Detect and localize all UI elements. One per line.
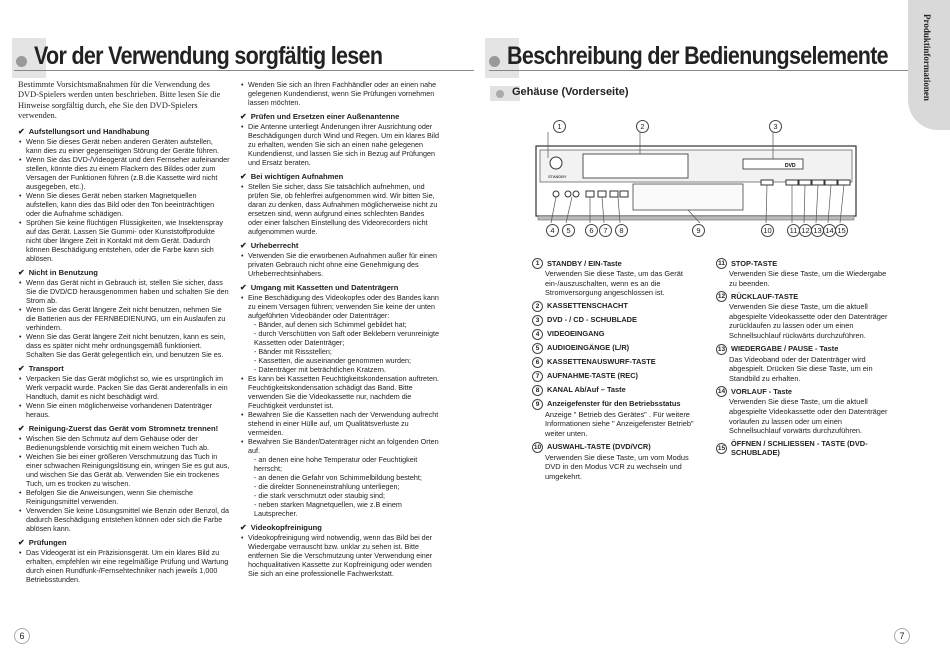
right-desc-column-1 (532, 258, 702, 484)
checkmark-icon: ✔ (18, 364, 25, 373)
callout-number: 10 (761, 224, 774, 237)
callout-number: 13 (811, 224, 824, 237)
side-tab-label: Produktinformationen (922, 14, 932, 101)
section-heading: ✔ Urheberrecht (240, 241, 299, 250)
list-item: - Bänder mit Rissstellen; (254, 347, 332, 356)
section (240, 172, 440, 236)
side-tab (908, 0, 950, 130)
section-heading: ✔ Prüfungen (18, 538, 67, 547)
section-heading: ✔ Videokopfreinigung (240, 523, 322, 532)
section-heading: ✔ Umgang mit Kassetten und Datenträgern (240, 283, 399, 292)
section (18, 364, 230, 419)
callout-number: 3 (532, 315, 543, 326)
list-item: - neben starken Magnetquellen, wie z.B einem Lautsprecher. (254, 500, 402, 518)
forward-button-icon (825, 180, 837, 185)
list-item: - an denen eine hohe Temperatur oder Feuchtigkeit herrscht; (254, 455, 418, 473)
control-text: Das Videoband oder der Datenträger wird abgespielt. Drücken Sie diese Taste, um ein Standbild zu erhalten. (729, 354, 873, 383)
callout-number: 9 (692, 224, 705, 237)
page-number-right: 7 (894, 628, 910, 644)
control-title: KASSETTENSCHACHT (547, 301, 628, 311)
control-title: RÜCKLAUF-TASTE (731, 291, 799, 301)
list-item: • Videokopfreinigung wird notwendig, wenn das Bild bei der Wiedergabe verrauscht bzw. unklar zu sehen ist. Bitte entfernen Sie die Verschmutzung unter Verwendung einer hochqualitativen Kassette zur Kopfreinigung oder wenden Sie sich an eine professionelle Fachwerkstatt. (240, 533, 440, 578)
list-item: - Bänder, auf denen sich Schimmel gebildet hat; (254, 320, 407, 329)
callout-number: 14 (823, 224, 836, 237)
control-title: STANDBY / EIN-Taste (547, 258, 622, 268)
callout-number: 7 (599, 224, 612, 237)
list-item: • Die Antenne unterliegt Änderungen ihrer Ausrichtung oder Beschädigungen durch Wind und Regen. Um ein klares Bild zu erhalten, wenden Sie sich an einen nahe gelegenen Kundendienst, und lassen Sie sich in Bezug auf Prüfungen und Ersatz beraten. (240, 122, 440, 167)
control-text: Verwenden Sie diese Taste, um die Wiedergabe zu beenden. (729, 269, 887, 288)
dvd-logo: DVD (785, 163, 796, 169)
list-item: • Das Videogerät ist ein Präzisionsgerät. Um ein klares Bild zu erhalten, empfehlen wir eine regelmäßige Prüfung und Wartung durch einen Rundfunk-/Fernsehtechniker nach jeweils 1,000 Betriebsstunden. (18, 548, 230, 584)
list-item: - durch Verschütten von Saft oder Beklebern verunreinigte Kassetten oder Datenträger; (254, 329, 439, 347)
callout-number: 15 (835, 224, 848, 237)
callout-number: 5 (562, 224, 575, 237)
control-description (532, 329, 702, 340)
intro-text: Bestimmte Vorsichtsmaßnahmen für die Verwendung des DVD-Spielers werden unten beschrieben. Bitte lesen Sie die Hinweise sorgfältig durch, ehe Sie den DVD-Spielers verwenden. (18, 80, 221, 121)
subheader (490, 86, 629, 98)
callout-number: 5 (532, 343, 543, 354)
control-title: AUFNAHME-TASTE (REC) (547, 371, 639, 381)
list-item: - Datenträger mit beträchtlichen Kratzern. (254, 365, 386, 374)
callout-number: 11 (787, 224, 800, 237)
bullet-dot-icon (489, 56, 500, 67)
stop-button-icon (786, 180, 798, 185)
list-item: • Befolgen Sie die Anweisungen, wenn Sie chemische Reinigungsmittel verwenden. (18, 488, 230, 506)
control-text: Verwenden Sie diese Taste, um die aktuell abgespielte Videokassette oder den Datenträger vorlaufen zu lassen oder um einen Schnellsuchlauf vorwärts durchzuführen. (729, 397, 888, 436)
cassette-slot-icon (583, 154, 688, 178)
callout-number: 6 (585, 224, 598, 237)
right-page-title: Beschreibung der Bedienungselemente (507, 42, 888, 70)
left-header (12, 42, 439, 71)
list-item: - die stark verschmutzt oder staubig sind; (254, 491, 386, 500)
checkmark-icon: ✔ (18, 268, 25, 277)
callout-number: 15 (717, 444, 726, 452)
control-title: VIDEOEINGANG (547, 329, 605, 339)
checkmark-icon: ✔ (18, 127, 25, 136)
rec-button-icon (598, 191, 606, 197)
control-description (532, 385, 702, 396)
callout-number: 4 (546, 224, 559, 237)
callout-number: 13 (717, 345, 726, 353)
section-heading: ✔ Aufstellungsort und Handhabung (18, 127, 150, 136)
title-rule (489, 70, 929, 71)
channel-button-icon (620, 191, 628, 197)
control-description (532, 442, 702, 482)
left-page-title: Vor der Verwendung sorgfältig lesen (34, 42, 383, 70)
callout-number: 9 (532, 399, 543, 410)
list-item: • Verpacken Sie das Gerät möglichst so, wie es ursprünglich im Werk verpackt wurde. Packen Sie das Gerät anderenfalls in ein Handtuch, damit es nicht beschädigt wird. (18, 374, 230, 401)
control-title: Anzeigefenster für den Betriebsstatus (547, 399, 681, 409)
open-close-button-icon (838, 180, 850, 185)
control-description (532, 357, 702, 368)
control-title: KASSETTENAUSWURF-TASTE (547, 357, 656, 367)
section (240, 241, 440, 278)
section-heading: ✔ Nicht in Benutzung (18, 268, 98, 277)
subheader-title: Gehäuse (Vorderseite) (512, 86, 629, 98)
checkmark-icon: ✔ (240, 283, 247, 292)
list-item: • Wenn Sie dieses Gerät neben anderen Geräten aufstellen, kann dies zu einer gegenseitigen Störung der Geräte führen. (18, 137, 230, 155)
standby-button-icon (550, 157, 562, 169)
control-title: VORLAUF - Taste (731, 387, 793, 397)
video-in-jack-icon (553, 191, 559, 197)
control-description (532, 371, 702, 382)
page-number-left: 6 (14, 628, 30, 644)
list-item: • Wenn Sie das DVD-/Videogerät und den Fernseher aufeinander stellen, könnte dies zu einem Flackern des Bildes oder zum Versagen der Funktionen führen (z.B.die Kassette wird nicht ausgegeben, etc.). (18, 155, 230, 191)
control-title: DVD - / CD - SCHUBLADE (547, 315, 637, 325)
callout-number: 2 (636, 120, 649, 133)
checkmark-icon: ✔ (18, 538, 25, 547)
list-item: • Weichen Sie bei einer größeren Verschmutzung das Tuch in einer schwachen Reinigungslösung ein, wringen Sie es gut aus, und wischen Sie das Gerät ab. Verwenden Sie ein trockenes Tuch, um es trocken zu wischen. (18, 452, 230, 488)
control-title: KANAL Ab/Auf – Taste (547, 385, 626, 395)
right-header (485, 42, 950, 71)
callout-number: 10 (533, 443, 542, 451)
control-description (716, 258, 894, 288)
list-item: - die direkter Sonneneinstrahlung unterliegen; (254, 482, 400, 491)
control-description (716, 344, 894, 384)
callout-number: 8 (615, 224, 628, 237)
list-item: - Kassetten, die auseinander genommen wurden; (254, 356, 412, 365)
select-button-icon (761, 180, 773, 185)
callout-number: 11 (716, 258, 727, 269)
control-text: Verwenden Sie diese Taste, um die aktuell abgespielte Videokassette oder den Datenträger zurücklaufen zu lassen oder um einen Schnellsuchlauf rückwärts durchzuführen. (729, 302, 888, 340)
control-title: AUDIOEINGÄNGE (L/R) (547, 343, 630, 353)
title-rule (14, 70, 474, 71)
control-description (532, 315, 702, 326)
checkmark-icon: ✔ (240, 241, 247, 250)
play-button-icon (812, 180, 824, 185)
section-heading: ✔ Reinigung-Zuerst das Gerät vom Stromnetz trennen! (18, 424, 219, 433)
bullet-dot-icon (496, 90, 504, 98)
control-title: AUSWAHL-TASTE (DVD/VCR) (547, 442, 651, 452)
list-item: • Wenn Sie das Gerät längere Zeit nicht benutzen, nehmen Sie die Batterien aus der FERNBEDIENUNG, um ein Auslaufen zu verhindern. (18, 305, 230, 332)
device-base (538, 216, 854, 220)
control-text: Verwenden Sie diese Taste, um vom Modus DVD in den Modus VCR zu wechseln und umgekehrt. (545, 452, 689, 481)
callout-number: 4 (532, 329, 543, 340)
control-description (716, 291, 894, 340)
display-window-icon (633, 184, 743, 210)
callout-number: 2 (532, 301, 543, 312)
eject-button-icon (586, 191, 594, 197)
list-item: • Stellen Sie sicher, dass Sie tatsächlich aufnehmen, und prüfen Sie, ob fehlerfrei aufgenommen wird. Wir bitten Sie, daran zu denken, dass Aufnahmen möglicherweise nicht zu ersetzen sind, wenn aufgrund eines schlechten Bandes oder einer falschen Einstellung des Videorecorders nicht aufgenommen wurde. (240, 182, 440, 236)
channel-button-icon (610, 191, 618, 197)
control-title: STOP-TASTE (731, 258, 778, 268)
section (240, 523, 440, 578)
right-desc-column-2 (716, 258, 894, 461)
control-description (532, 258, 702, 298)
bullet-dot-icon (16, 56, 27, 67)
list-item: • Wenn Sie dieses Gerät neben starken Magnetquellen aufstellen, kann dies das Bild oder den Ton beeinträchtigen oder die Aufnahme schädigen. (18, 191, 230, 218)
section (18, 424, 230, 533)
list-item: • Wenn das Gerät nicht in Gebrauch ist, stellen Sie sicher, dass Sie die DVD/CD herausgenommen haben und schalten Sie den Strom ab. (18, 278, 230, 305)
list-item: - an denen die Gefahr von Schimmelbildung besteht; (254, 473, 422, 482)
list-item: • Verwenden Sie keine Lösungsmittel wie Benzin oder Benzol, da dadurch Beschädigung entstehen können oder sich die Farbe ablösen kann. (18, 506, 230, 533)
checkmark-icon: ✔ (240, 112, 247, 121)
list-item: • Bewahren Sie Bänder/Datenträger nicht an folgenden Orten auf. (240, 437, 440, 455)
checkmark-icon: ✔ (240, 172, 247, 181)
left-column-1 (18, 122, 230, 584)
rewind-button-icon (799, 180, 811, 185)
callout-number: 6 (532, 357, 543, 368)
section (240, 112, 440, 167)
col2-lead: • Wenden Sie sich an Ihren Fachhändler oder an einen nahe gelegenen Kundendienst, wenn Sie Prüfungen vornehmen lassen möchten. (241, 80, 437, 107)
list-item: • Verwenden Sie die erworbenen Aufnahmen außer für einen privaten Gebrauch nicht ohne eine Genehmigung des Urheberrechtsinhabers. (240, 251, 440, 278)
list-item: • Es kann bei Kassetten Feuchtigkeitskondensation auftreten. Feuchtigkeitskondensation schädigt das Band. Bitte verwenden Sie die Videokassette nur, nachdem die Feuchtigkeit verdunstet ist. (240, 374, 440, 410)
section-heading: ✔ Transport (18, 364, 64, 373)
left-column-2 (240, 80, 440, 578)
audio-in-jack-icon (565, 191, 571, 197)
callout-number: 1 (532, 258, 543, 269)
section (18, 538, 230, 584)
control-title: ÖFFNEN / SCHLIESSEN - TASTE (DVD-SCHUBLADE) (731, 438, 868, 458)
list-item: • Sprühen Sie keine flüchtigen Flüssigkeiten, wie Insektenspray auf das Gerät. Lassen Sie Gummi- oder Kunststoffprodukte nicht über längere Zeit in Kontakt mit dem Gerät. Dadurch können Beschädigung entstehen, oder die Farbe kann sich ablösen. (18, 218, 230, 263)
standby-label: STANDBY (548, 174, 567, 179)
list-item: • Bewahren Sie die Kassetten nach der Verwendung aufrecht stehend in einer Hülle auf, um Qualitätsverluste zu vermeiden. (240, 410, 440, 437)
list-item: • Wenn Sie einen möglicherweise vorhandenen Datenträger heraus. (18, 401, 230, 419)
section-heading: ✔ Bei wichtigen Aufnahmen (240, 172, 344, 181)
control-description (532, 343, 702, 354)
control-title: WIEDERGABE / PAUSE - Taste (731, 344, 839, 354)
callout-number: 3 (769, 120, 782, 133)
callout-number: 12 (717, 293, 726, 301)
list-item: • Wischen Sie den Schmutz auf dem Gehäuse oder der Bedienungsblende vorsichtig mit einem weichen Tuch ab. (18, 434, 230, 452)
section (240, 283, 440, 518)
control-description (716, 439, 894, 458)
callout-number: 14 (717, 388, 726, 396)
control-text: Anzeige " Betrieb des Gerätes" . Für weitere Informationen siehe " Anzeigefenster Betrieb" weiter unten. (545, 409, 694, 438)
section (18, 268, 230, 359)
control-description (716, 386, 894, 435)
callout-number: 8 (532, 385, 543, 396)
audio-in-jack-icon (573, 191, 579, 197)
callout-number: 12 (799, 224, 812, 237)
callout-number: 7 (532, 371, 543, 382)
list-item: • Eine Beschädigung des Videokopfes oder des Bandes kann zu einem Versagen führen; verwenden Sie keine der unten aufgeführten Videobänder oder Datenträger: (240, 293, 440, 320)
control-description (532, 301, 702, 312)
checkmark-icon: ✔ (240, 523, 247, 532)
section (18, 127, 230, 263)
checkmark-icon: ✔ (18, 424, 25, 433)
section-heading: ✔ Prüfen und Ersetzen einer Außenantenne (240, 112, 400, 121)
control-description (532, 399, 702, 439)
control-text: Verwenden Sie diese Taste, um das Gerät ein-/auszuschalten, wenn es an die Stromversorgung angeschlossen ist. (545, 269, 683, 298)
callout-number: 1 (553, 120, 566, 133)
list-item: • Wenn Sie das Gerät längere Zeit nicht benutzen, kann es sein, dass es später nicht mehr ordnungsgemäß funktioniert. Schalten Sie das Gerät gelegentlich ein, und benutzen Sie es. (18, 332, 230, 359)
